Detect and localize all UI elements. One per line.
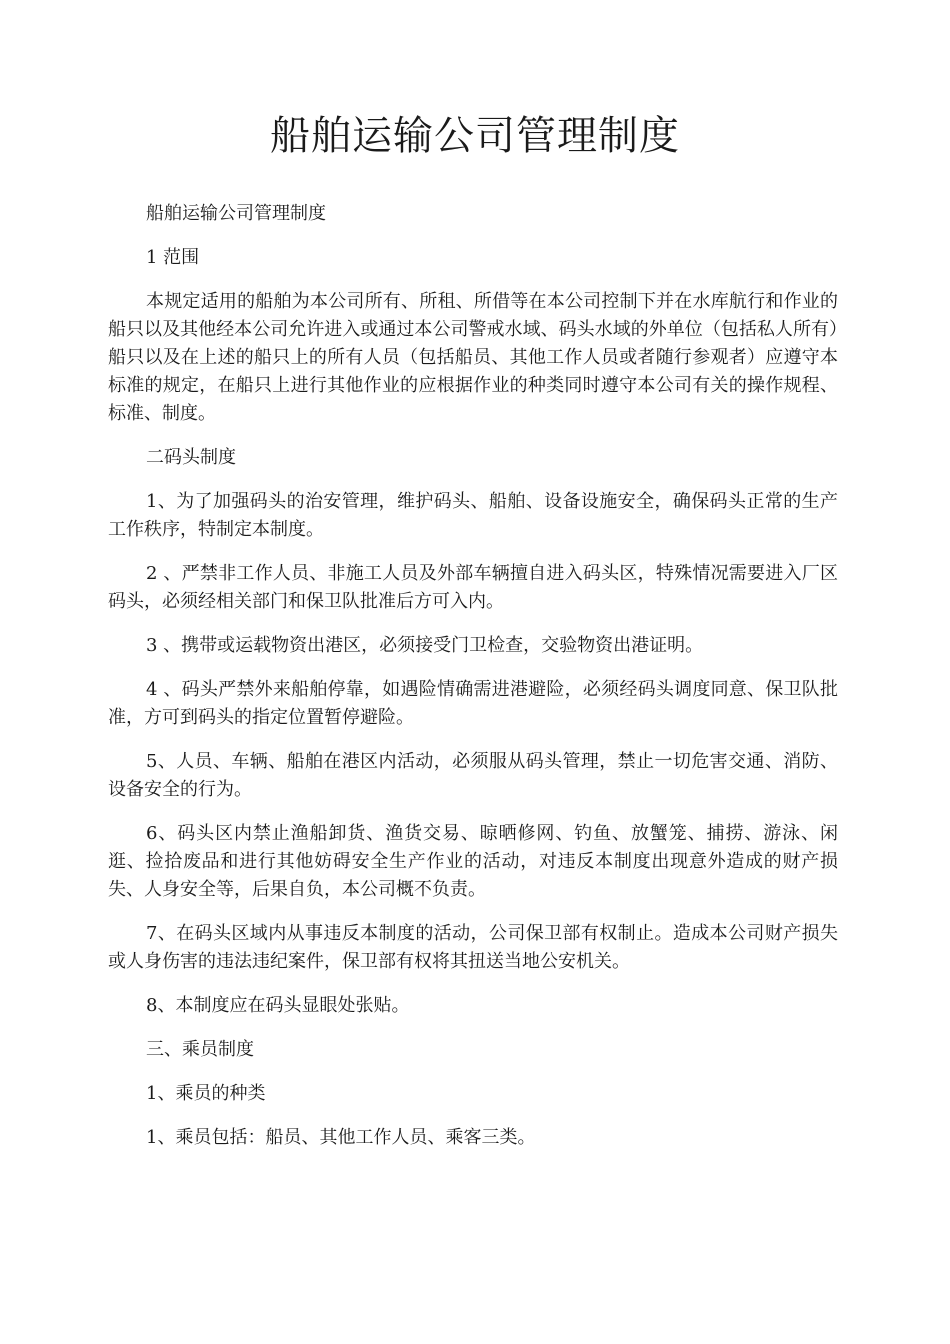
paragraph: 7、在码头区域内从事违反本制度的活动，公司保卫部有权制止。造成本公司财产损失或人身伤害的违法违纪案件，保卫部有权将其扭送当地公安机关。 [108,923,838,972]
paragraph: 本规定适用的船舶为本公司所有、所租、所借等在本公司控制下并在水库航行和作业的船只以及其他经本公司允许进入或通过本公司警戒水域、码头水域的外单位（包括私人所有）船只以及在上述的船只上的所有人员（包括船员、其他工作人员或者随行参观者）应遵守本标准的规定，在船只上进行其他作业的应根据作业的种类同时遵守本公司有关的操作规程、标准、制度。 [108,291,838,424]
paragraph: 5、人员、车辆、船舶在港区内活动，必须服从码头管理，禁止一切危害交通、消防、设备安全的行为。 [108,751,838,800]
paragraph: 8、本制度应在码头显眼处张贴。 [146,995,410,1016]
paragraph: 1、乘员包括：船员、其他工作人员、乘客三类。 [146,1127,536,1148]
section-heading: 三、乘员制度 [146,1039,254,1060]
paragraph: 4 、码头严禁外来船舶停靠，如遇险情确需进港避险，必须经码头调度同意、保卫队批准，方可到码头的指定位置暂停避险。 [108,679,838,728]
paragraph: 1、为了加强码头的治安管理，维护码头、船舶、设备设施安全，确保码头正常的生产工作秩序，特制定本制度。 [108,491,838,540]
paragraph: 6、码头区内禁止渔船卸货、渔货交易、晾晒修网、钓鱼、放蟹笼、捕捞、游泳、闲逛、捡拾废品和进行其他妨碍安全生产作业的活动，对违反本制度出现意外造成的财产损失、人身安全等，后果自负，本公司概不负责。 [108,823,838,900]
paragraph: 3 、携带或运载物资出港区，必须接受门卫检查，交验物资出港证明。 [146,635,704,656]
section-heading: 二码头制度 [146,447,236,468]
document-title: 船舶运输公司管理制度 [270,113,680,159]
paragraph: 2 、严禁非工作人员、非施工人员及外部车辆擅自进入码头区，特殊情况需要进入厂区码头，必须经相关部门和保卫队批准后方可入内。 [108,563,838,612]
section-heading: 1 范围 [146,247,200,268]
paragraph: 船舶运输公司管理制度 [146,203,326,224]
subsection-heading: 1、乘员的种类 [146,1083,266,1104]
document-body [108,200,838,1168]
